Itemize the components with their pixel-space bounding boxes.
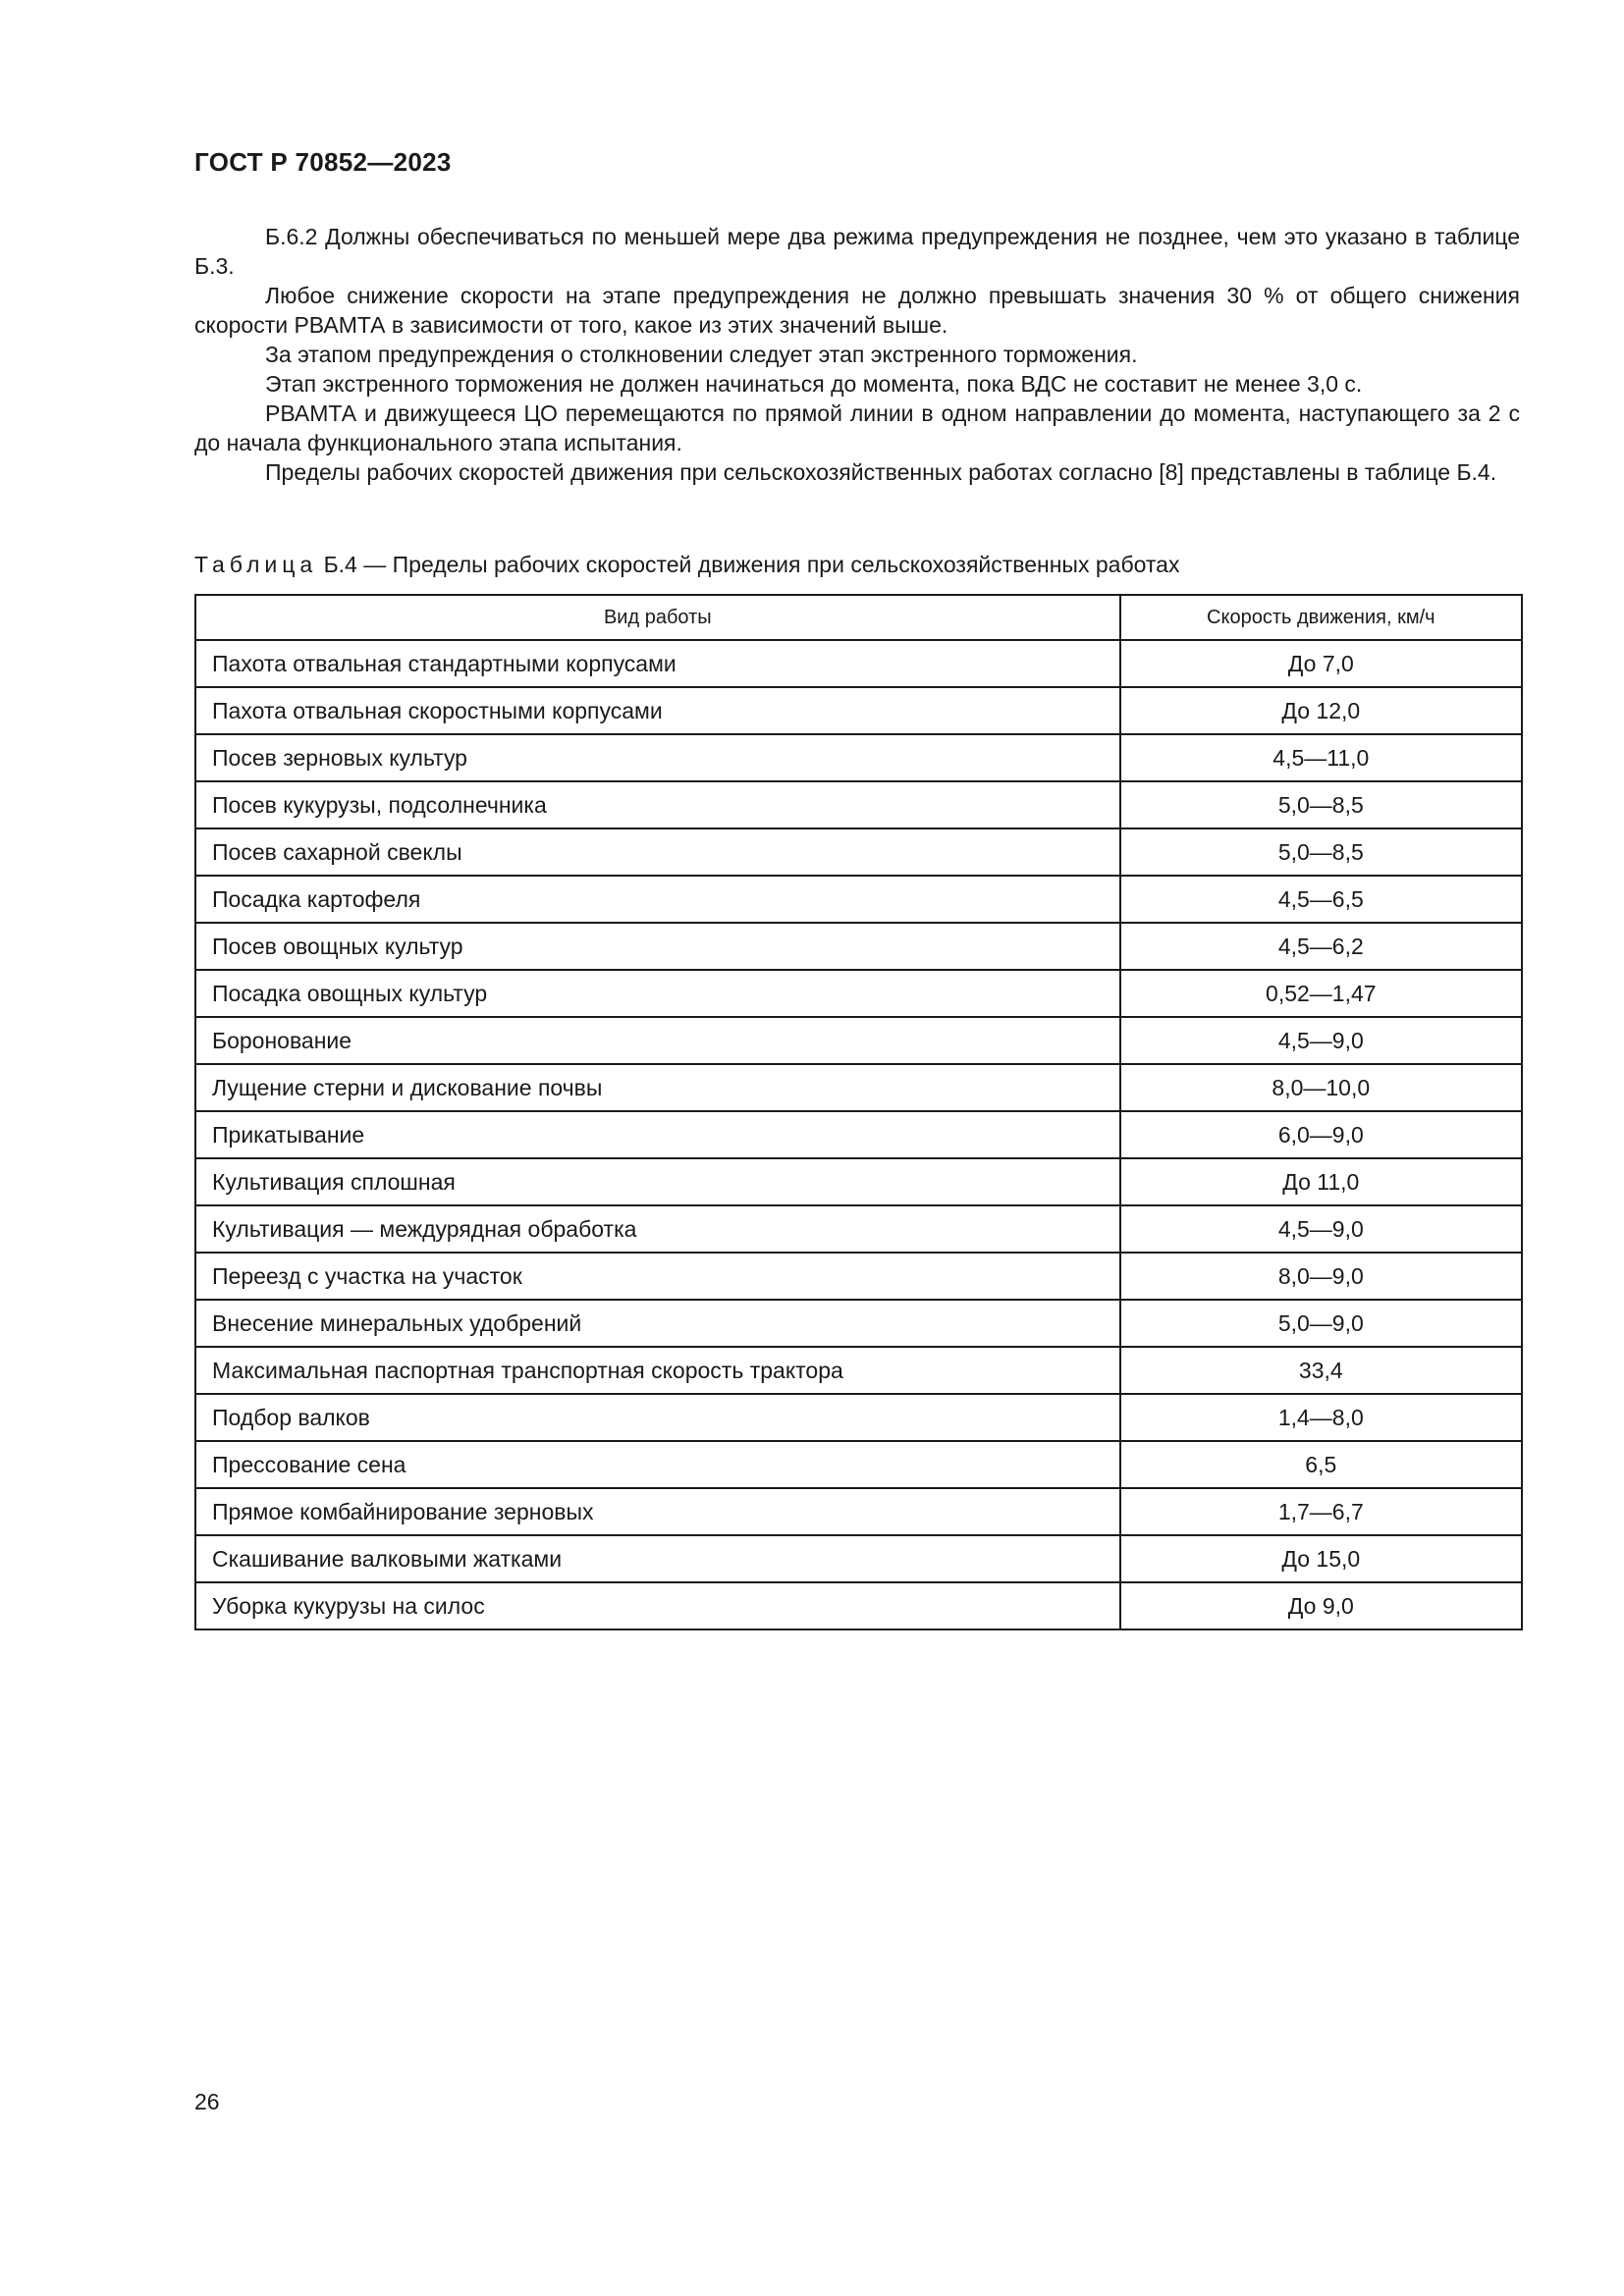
table-row <box>195 687 1522 734</box>
table-row <box>195 1111 1522 1158</box>
table-row <box>195 640 1522 687</box>
work-type-cell: Культивация сплошная <box>195 1158 1120 1205</box>
table-row <box>195 828 1522 876</box>
speed-cell: 4,5—9,0 <box>1120 1017 1522 1064</box>
table-row <box>195 734 1522 781</box>
speed-cell: 4,5—11,0 <box>1120 734 1522 781</box>
speed-cell: 8,0—10,0 <box>1120 1064 1522 1111</box>
speed-cell: До 15,0 <box>1120 1535 1522 1582</box>
work-type-cell: Пахота отвальная скоростными корпусами <box>195 687 1120 734</box>
speed-cell: 4,5—9,0 <box>1120 1205 1522 1253</box>
work-type-cell: Подбор валков <box>195 1394 1120 1441</box>
work-type-cell: Внесение минеральных удобрений <box>195 1300 1120 1347</box>
speed-cell: До 11,0 <box>1120 1158 1522 1205</box>
paragraph-speed-limits: Пределы рабочих скоростей движения при сельскохозяйственных работах согласно [8] представлены в таблице Б.4. <box>265 459 1497 485</box>
table-row <box>195 1441 1522 1488</box>
table-caption-text: Б.4 — Пределы рабочих скоростей движения при сельскохозяйственных работах <box>323 552 1180 577</box>
work-type-cell: Посев сахарной свеклы <box>195 828 1120 876</box>
table-header-row <box>195 595 1522 640</box>
table-caption <box>194 550 1179 579</box>
table-caption-label: Таблица <box>194 552 318 577</box>
speed-cell: 5,0—8,5 <box>1120 781 1522 828</box>
table-row <box>195 1158 1522 1205</box>
speed-cell: До 7,0 <box>1120 640 1522 687</box>
table-row <box>195 876 1522 923</box>
paragraph-emergency-stage: За этапом предупреждения о столкновении следует этап экстренного торможения. <box>265 342 1138 367</box>
column-header-work-type: Вид работы <box>195 595 1120 640</box>
speed-cell: 6,0—9,0 <box>1120 1111 1522 1158</box>
work-type-cell: Уборка кукурузы на силос <box>195 1582 1120 1629</box>
paragraph-b62: Б.6.2 Должны обеспечиваться по меньшей мере два режима предупреждения не позднее, чем это указано в таблице Б.3. <box>194 224 1520 279</box>
table-row <box>195 1064 1522 1111</box>
work-type-cell: Прямое комбайнирование зерновых <box>195 1488 1120 1535</box>
table-row <box>195 1205 1522 1253</box>
work-type-cell: Пахота отвальная стандартными корпусами <box>195 640 1120 687</box>
table-row <box>195 1394 1522 1441</box>
speed-cell: До 12,0 <box>1120 687 1522 734</box>
work-type-cell: Прессование сена <box>195 1441 1120 1488</box>
table-row <box>195 1535 1522 1582</box>
speed-cell: 5,0—8,5 <box>1120 828 1522 876</box>
speed-cell: До 9,0 <box>1120 1582 1522 1629</box>
speed-cell: 6,5 <box>1120 1441 1522 1488</box>
work-type-cell: Лущение стерни и дискование почвы <box>195 1064 1120 1111</box>
table-row <box>195 1488 1522 1535</box>
document-header: ГОСТ Р 70852—2023 <box>194 147 452 177</box>
table-row <box>195 781 1522 828</box>
table-row <box>195 1347 1522 1394</box>
work-type-cell: Боронование <box>195 1017 1120 1064</box>
page-number: 26 <box>194 2089 220 2114</box>
work-type-cell: Культивация — междурядная обработка <box>195 1205 1120 1253</box>
paragraph-emergency-start: Этап экстренного торможения не должен начинаться до момента, пока ВДС не составит не менее 3,0 с. <box>265 371 1363 397</box>
speed-cell: 4,5—6,2 <box>1120 923 1522 970</box>
work-type-cell: Прикатывание <box>195 1111 1120 1158</box>
column-header-speed: Скорость движения, км/ч <box>1120 595 1522 640</box>
body-text <box>194 222 1520 487</box>
table-row <box>195 1582 1522 1629</box>
speed-limits-table <box>194 594 1523 1630</box>
work-type-cell: Посев овощных культур <box>195 923 1120 970</box>
table-row <box>195 923 1522 970</box>
work-type-cell: Максимальная паспортная транспортная скорость трактора <box>195 1347 1120 1394</box>
speed-cell: 0,52—1,47 <box>1120 970 1522 1017</box>
paragraph-speed-reduction: Любое снижение скорости на этапе предупреждения не должно превышать значения 30 % от общего снижения скорости РВАМТА в зависимости от того, какое из этих значений выше. <box>194 283 1520 338</box>
table-row <box>195 1017 1522 1064</box>
table-row <box>195 1300 1522 1347</box>
work-type-cell: Скашивание валковыми жатками <box>195 1535 1120 1582</box>
work-type-cell: Посадка картофеля <box>195 876 1120 923</box>
table-row <box>195 1253 1522 1300</box>
paragraph-linear-motion: РВАМТА и движущееся ЦО перемещаются по прямой линии в одном направлении до момента, наступающего за 2 с до начала функционального этапа испытания. <box>194 400 1520 455</box>
work-type-cell: Посадка овощных культур <box>195 970 1120 1017</box>
speed-cell: 4,5—6,5 <box>1120 876 1522 923</box>
speed-cell: 1,7—6,7 <box>1120 1488 1522 1535</box>
table-row <box>195 970 1522 1017</box>
work-type-cell: Посев зерновых культур <box>195 734 1120 781</box>
speed-cell: 8,0—9,0 <box>1120 1253 1522 1300</box>
work-type-cell: Посев кукурузы, подсолнечника <box>195 781 1120 828</box>
work-type-cell: Переезд с участка на участок <box>195 1253 1120 1300</box>
speed-cell: 33,4 <box>1120 1347 1522 1394</box>
speed-cell: 5,0—9,0 <box>1120 1300 1522 1347</box>
speed-cell: 1,4—8,0 <box>1120 1394 1522 1441</box>
